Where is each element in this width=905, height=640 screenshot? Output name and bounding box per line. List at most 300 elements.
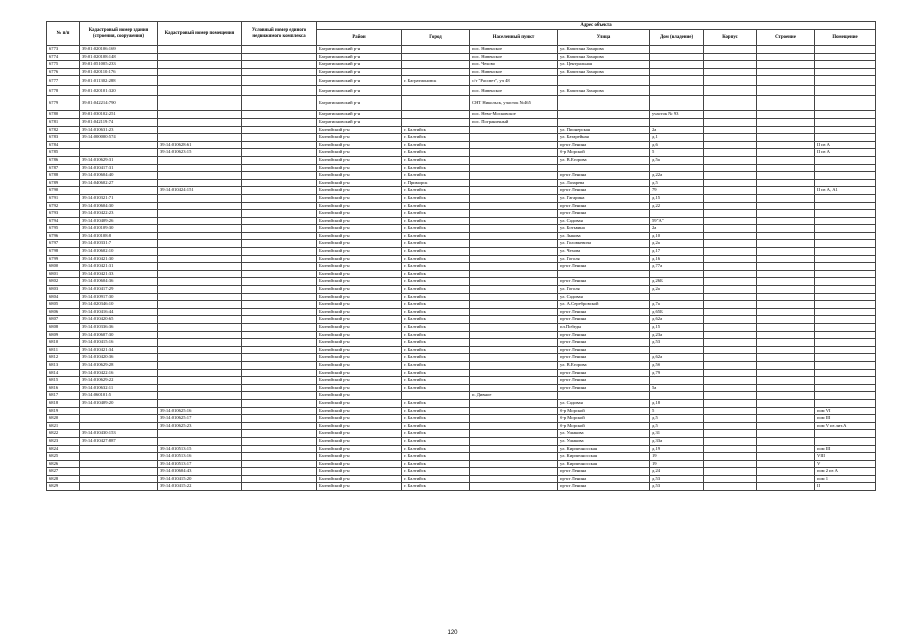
street-cell: ул. А.Серебровской bbox=[558, 301, 650, 309]
district-cell: Балтийский р-н bbox=[317, 475, 402, 483]
settlement-cell bbox=[470, 399, 558, 407]
district-cell: Балтийский р-н bbox=[317, 422, 402, 430]
cad-premise-cell: 39:14:010625:17 bbox=[158, 415, 242, 423]
premise-cell bbox=[815, 399, 876, 407]
house-cell: д.22а bbox=[650, 172, 704, 180]
city-cell: г. Балтийск bbox=[402, 331, 470, 339]
cad-premise-cell bbox=[158, 437, 242, 445]
cad-premise-cell bbox=[158, 118, 242, 126]
cad-building-cell: 39:14:010629:28 bbox=[80, 361, 158, 369]
premise-cell: пом III bbox=[815, 415, 876, 423]
col-city: Город bbox=[402, 30, 470, 46]
cad-premise-cell bbox=[158, 240, 242, 248]
street-cell: ул. Капитана Захарова bbox=[558, 68, 650, 76]
house-cell: д.33а bbox=[650, 437, 704, 445]
premise-cell bbox=[815, 156, 876, 164]
building-cell bbox=[757, 53, 815, 61]
house-cell: д.17 bbox=[650, 248, 704, 256]
cond-number-cell bbox=[242, 126, 317, 134]
cad-building-cell: 39:01:051005:233 bbox=[80, 61, 158, 69]
street-cell: ул. Центральная bbox=[558, 61, 650, 69]
cond-number-cell bbox=[242, 263, 317, 271]
cad-building-cell: 39:14:010409:20 bbox=[80, 399, 158, 407]
korpus-cell bbox=[704, 475, 757, 483]
korpus-cell bbox=[704, 293, 757, 301]
korpus-cell bbox=[704, 202, 757, 210]
street-cell: ул. Головкевича bbox=[558, 240, 650, 248]
street-cell: ул. Капитана Захарова bbox=[558, 46, 650, 54]
cad-building-cell: 39:01:020108:148 bbox=[80, 53, 158, 61]
korpus-cell bbox=[704, 270, 757, 278]
table-row bbox=[47, 384, 876, 392]
korpus-cell bbox=[704, 156, 757, 164]
cad-building-cell bbox=[80, 415, 158, 423]
cad-building-cell: 39:14:010415:16 bbox=[80, 339, 158, 347]
settlement-cell bbox=[470, 377, 558, 385]
cad-premise-cell bbox=[158, 86, 242, 96]
row-number: 6795 bbox=[47, 225, 80, 233]
street-cell bbox=[558, 118, 650, 126]
cond-number-cell bbox=[242, 324, 317, 332]
korpus-cell bbox=[704, 286, 757, 294]
settlement-cell bbox=[470, 217, 558, 225]
district-cell: Балтийский р-н bbox=[317, 270, 402, 278]
row-number: 6810 bbox=[47, 339, 80, 347]
table-row bbox=[47, 301, 876, 309]
premise-cell bbox=[815, 126, 876, 134]
row-number: 6814 bbox=[47, 369, 80, 377]
settlement-cell: пос. Нивенское bbox=[470, 46, 558, 54]
house-cell: 5 bbox=[650, 407, 704, 415]
city-cell: г. Балтийск bbox=[402, 187, 470, 195]
korpus-cell bbox=[704, 361, 757, 369]
cad-building-cell: 39:14:010430:153 bbox=[80, 430, 158, 438]
korpus-cell bbox=[704, 172, 757, 180]
cond-number-cell bbox=[242, 86, 317, 96]
cad-building-cell: 39:01:030102:251 bbox=[80, 111, 158, 119]
house-cell: д.1 bbox=[650, 134, 704, 142]
premise-cell bbox=[815, 232, 876, 240]
korpus-cell bbox=[704, 210, 757, 218]
building-cell bbox=[757, 354, 815, 362]
settlement-cell: пос. Пограничный bbox=[470, 118, 558, 126]
korpus-cell bbox=[704, 134, 757, 142]
street-cell bbox=[558, 76, 650, 86]
cad-building-cell: 39:14:010417:31 bbox=[80, 164, 158, 172]
street-cell: ул. Гоголя bbox=[558, 255, 650, 263]
table-row bbox=[47, 460, 876, 468]
street-cell bbox=[558, 392, 650, 400]
cond-number-cell bbox=[242, 134, 317, 142]
settlement-cell bbox=[470, 134, 558, 142]
premise-cell bbox=[815, 255, 876, 263]
city-cell: г. Балтийск bbox=[402, 407, 470, 415]
building-cell bbox=[757, 407, 815, 415]
district-cell: Балтийский р-н bbox=[317, 453, 402, 461]
cond-number-cell bbox=[242, 61, 317, 69]
premise-cell bbox=[815, 217, 876, 225]
house-cell: д.2а bbox=[650, 286, 704, 294]
house-cell: д.65Б bbox=[650, 308, 704, 316]
premise-cell bbox=[815, 225, 876, 233]
korpus-cell bbox=[704, 339, 757, 347]
cad-building-cell: 39:14:010421:30 bbox=[80, 255, 158, 263]
cad-building-cell: 39:14:040602:27 bbox=[80, 179, 158, 187]
building-cell bbox=[757, 286, 815, 294]
street-cell: ул. Кирпичносская bbox=[558, 460, 650, 468]
district-cell: Балтийский р-н bbox=[317, 202, 402, 210]
korpus-cell bbox=[704, 460, 757, 468]
city-cell: г. Балтийск bbox=[402, 361, 470, 369]
house-cell: 59"А" bbox=[650, 217, 704, 225]
building-cell bbox=[757, 68, 815, 76]
korpus-cell bbox=[704, 415, 757, 423]
city-cell: г. Балтийск bbox=[402, 308, 470, 316]
house-cell: 79 bbox=[650, 187, 704, 195]
building-cell bbox=[757, 164, 815, 172]
cond-number-cell bbox=[242, 210, 317, 218]
cad-building-cell: 39:14:020346:10 bbox=[80, 301, 158, 309]
table-row bbox=[47, 225, 876, 233]
table-row bbox=[47, 172, 876, 180]
table-row bbox=[47, 118, 876, 126]
table-row bbox=[47, 270, 876, 278]
district-cell: Балтийский р-н bbox=[317, 141, 402, 149]
table-row bbox=[47, 232, 876, 240]
korpus-cell bbox=[704, 445, 757, 453]
street-cell: б-р Морской bbox=[558, 415, 650, 423]
street-cell: пр-кт Ленина bbox=[558, 354, 650, 362]
street-cell: ул. Ушакова bbox=[558, 437, 650, 445]
building-cell bbox=[757, 301, 815, 309]
cond-number-cell bbox=[242, 141, 317, 149]
col-house: Дом (владение) bbox=[650, 30, 704, 46]
cond-number-cell bbox=[242, 415, 317, 423]
table-row bbox=[47, 407, 876, 415]
premise-cell bbox=[815, 111, 876, 119]
street-cell: пр-кт Ленина bbox=[558, 278, 650, 286]
cond-number-cell bbox=[242, 293, 317, 301]
korpus-cell bbox=[704, 422, 757, 430]
table-row bbox=[47, 210, 876, 218]
premise-cell bbox=[815, 263, 876, 271]
premise-cell bbox=[815, 286, 876, 294]
building-cell bbox=[757, 232, 815, 240]
district-cell: Балтийский р-н bbox=[317, 346, 402, 354]
cad-building-cell: 39:14:010604:40 bbox=[80, 172, 158, 180]
row-number: 6817 bbox=[47, 392, 80, 400]
settlement-cell bbox=[470, 164, 558, 172]
city-cell: г. Балтийск bbox=[402, 369, 470, 377]
city-cell bbox=[402, 96, 470, 111]
settlement-cell bbox=[470, 445, 558, 453]
building-cell bbox=[757, 194, 815, 202]
table-row bbox=[47, 126, 876, 134]
cad-building-cell: 39:01:020101:320 bbox=[80, 86, 158, 96]
city-cell: г. Балтийск bbox=[402, 172, 470, 180]
district-cell: Багратионовский р-н bbox=[317, 111, 402, 119]
city-cell: г. Балтийск bbox=[402, 217, 470, 225]
settlement-cell bbox=[470, 263, 558, 271]
district-cell: Балтийский р-н bbox=[317, 407, 402, 415]
house-cell: д.62а bbox=[650, 354, 704, 362]
district-cell: Балтийский р-н bbox=[317, 339, 402, 347]
cad-building-cell: 39:14:010421:34 bbox=[80, 346, 158, 354]
table-row bbox=[47, 377, 876, 385]
district-cell: Балтийский р-н bbox=[317, 377, 402, 385]
table-row bbox=[47, 293, 876, 301]
district-cell: Балтийский р-н bbox=[317, 232, 402, 240]
cond-number-cell bbox=[242, 301, 317, 309]
premise-cell bbox=[815, 437, 876, 445]
building-cell bbox=[757, 468, 815, 476]
korpus-cell bbox=[704, 194, 757, 202]
table-row bbox=[47, 339, 876, 347]
cond-number-cell bbox=[242, 53, 317, 61]
table-row bbox=[47, 149, 876, 157]
cond-number-cell bbox=[242, 361, 317, 369]
cond-number-cell bbox=[242, 483, 317, 491]
street-cell: пр-кт Ленина bbox=[558, 483, 650, 491]
row-number: 6776 bbox=[47, 68, 80, 76]
house-cell: д.15 bbox=[650, 324, 704, 332]
cond-number-cell bbox=[242, 179, 317, 187]
city-cell: г. Балтийск bbox=[402, 475, 470, 483]
cad-premise-cell bbox=[158, 354, 242, 362]
building-cell bbox=[757, 134, 815, 142]
premise-cell bbox=[815, 331, 876, 339]
premise-cell bbox=[815, 369, 876, 377]
house-cell: д.22 bbox=[650, 202, 704, 210]
settlement-cell: с/т "Рассвет", уч 48 bbox=[470, 76, 558, 86]
premise-cell: пом III bbox=[815, 445, 876, 453]
cad-premise-cell: 39:14:010625:23 bbox=[158, 422, 242, 430]
table-row bbox=[47, 202, 876, 210]
building-cell bbox=[757, 141, 815, 149]
table-row bbox=[47, 141, 876, 149]
premise-cell bbox=[815, 240, 876, 248]
building-cell bbox=[757, 384, 815, 392]
city-cell: г. Балтийск bbox=[402, 460, 470, 468]
street-cell: пр-кт Ленина bbox=[558, 331, 650, 339]
house-cell bbox=[650, 293, 704, 301]
korpus-cell bbox=[704, 354, 757, 362]
korpus-cell bbox=[704, 430, 757, 438]
row-number: 6812 bbox=[47, 354, 80, 362]
district-cell: Балтийский р-н bbox=[317, 156, 402, 164]
row-number: 6820 bbox=[47, 415, 80, 423]
korpus-cell bbox=[704, 453, 757, 461]
cond-number-cell bbox=[242, 194, 317, 202]
district-cell: Балтийский р-н bbox=[317, 278, 402, 286]
settlement-cell bbox=[470, 187, 558, 195]
street-cell bbox=[558, 111, 650, 119]
cad-premise-cell bbox=[158, 210, 242, 218]
street-cell: ул. Капитана Захарова bbox=[558, 86, 650, 96]
cad-premise-cell: 39:14:010623:15 bbox=[158, 149, 242, 157]
settlement-cell bbox=[470, 141, 558, 149]
cond-number-cell bbox=[242, 468, 317, 476]
row-number: 6818 bbox=[47, 399, 80, 407]
table-row bbox=[47, 61, 876, 69]
cad-building-cell bbox=[80, 483, 158, 491]
korpus-cell bbox=[704, 369, 757, 377]
premise-cell bbox=[815, 96, 876, 111]
row-number: 6824 bbox=[47, 445, 80, 453]
building-cell bbox=[757, 202, 815, 210]
row-number: 6827 bbox=[47, 468, 80, 476]
table-row bbox=[47, 308, 876, 316]
city-cell: г. Балтийск bbox=[402, 415, 470, 423]
cad-premise-cell bbox=[158, 96, 242, 111]
row-number: 6782 bbox=[47, 126, 80, 134]
row-number: 6780 bbox=[47, 111, 80, 119]
district-cell: Балтийский р-н bbox=[317, 164, 402, 172]
district-cell: Балтийский р-н bbox=[317, 225, 402, 233]
city-cell: г. Балтийск bbox=[402, 270, 470, 278]
row-number: 6791 bbox=[47, 194, 80, 202]
korpus-cell bbox=[704, 232, 757, 240]
premise-cell bbox=[815, 194, 876, 202]
house-cell: 19 bbox=[650, 453, 704, 461]
cad-building-cell bbox=[80, 407, 158, 415]
cond-number-cell bbox=[242, 384, 317, 392]
cad-premise-cell: 39:14:010415:20 bbox=[158, 475, 242, 483]
city-cell: г. Балтийск bbox=[402, 483, 470, 491]
table-row bbox=[47, 255, 876, 263]
row-number: 6789 bbox=[47, 179, 80, 187]
house-cell bbox=[650, 210, 704, 218]
settlement-cell bbox=[470, 308, 558, 316]
cond-number-cell bbox=[242, 202, 317, 210]
cad-premise-cell bbox=[158, 339, 242, 347]
house-cell: д.53 bbox=[650, 475, 704, 483]
city-cell: г. Балтийск bbox=[402, 399, 470, 407]
house-cell bbox=[650, 96, 704, 111]
cad-building-cell: 39:01:042214:790 bbox=[80, 96, 158, 111]
house-cell: д.53 bbox=[650, 339, 704, 347]
city-cell: г. Балтийск bbox=[402, 422, 470, 430]
house-cell bbox=[650, 86, 704, 96]
cad-building-cell: 39:01:020110:176 bbox=[80, 68, 158, 76]
house-cell bbox=[650, 346, 704, 354]
city-cell: г. Балтийск bbox=[402, 240, 470, 248]
row-number: 6794 bbox=[47, 217, 80, 225]
cad-premise-cell bbox=[158, 217, 242, 225]
building-cell bbox=[757, 172, 815, 180]
cad-premise-cell: 39:14:010513:17 bbox=[158, 460, 242, 468]
building-cell bbox=[757, 430, 815, 438]
district-cell: Балтийский р-н bbox=[317, 460, 402, 468]
district-cell: Балтийский р-н bbox=[317, 437, 402, 445]
settlement-cell bbox=[470, 270, 558, 278]
city-cell: г. Балтийск bbox=[402, 202, 470, 210]
premise-cell: II из А, А1 bbox=[815, 187, 876, 195]
street-cell: ул. Чехова bbox=[558, 248, 650, 256]
col-cond-number: Условный номер единого недвижимого комплекса bbox=[242, 22, 317, 46]
house-cell bbox=[650, 377, 704, 385]
korpus-cell bbox=[704, 86, 757, 96]
korpus-cell bbox=[704, 164, 757, 172]
building-cell bbox=[757, 369, 815, 377]
settlement-cell bbox=[470, 248, 558, 256]
table-row bbox=[47, 361, 876, 369]
street-cell: ул. Ботьвина bbox=[558, 225, 650, 233]
building-cell bbox=[757, 308, 815, 316]
cad-premise-cell bbox=[158, 202, 242, 210]
street-cell: ул. Садовая bbox=[558, 293, 650, 301]
house-cell: участок № 93 bbox=[650, 111, 704, 119]
cad-building-cell: 39:14:010917:30 bbox=[80, 293, 158, 301]
table-row bbox=[47, 134, 876, 142]
district-cell: Балтийский р-н bbox=[317, 316, 402, 324]
cond-number-cell bbox=[242, 225, 317, 233]
building-cell bbox=[757, 217, 815, 225]
cad-premise-cell bbox=[158, 46, 242, 54]
cad-premise-cell bbox=[158, 53, 242, 61]
row-number: 6792 bbox=[47, 202, 80, 210]
cad-premise-cell bbox=[158, 316, 242, 324]
premise-cell bbox=[815, 118, 876, 126]
city-cell bbox=[402, 61, 470, 69]
cad-building-cell: 39:14:010108:8 bbox=[80, 232, 158, 240]
street-cell: ул. Ушакова bbox=[558, 430, 650, 438]
cond-number-cell bbox=[242, 346, 317, 354]
settlement-cell: пос. Чехово bbox=[470, 61, 558, 69]
settlement-cell bbox=[470, 149, 558, 157]
street-cell: пл.Победы bbox=[558, 324, 650, 332]
premise-cell bbox=[815, 164, 876, 172]
house-cell: 2а bbox=[650, 225, 704, 233]
premise-cell bbox=[815, 46, 876, 54]
premise-cell bbox=[815, 179, 876, 187]
house-cell: д.62а bbox=[650, 316, 704, 324]
district-cell: Балтийский р-н bbox=[317, 445, 402, 453]
cad-premise-cell bbox=[158, 301, 242, 309]
col-settlement: Населенный пункт bbox=[470, 30, 558, 46]
premise-cell: II из А bbox=[815, 141, 876, 149]
cad-premise-cell: 39:14:010513:16 bbox=[158, 453, 242, 461]
korpus-cell bbox=[704, 331, 757, 339]
cad-premise-cell bbox=[158, 263, 242, 271]
cad-building-cell: 39:14:010604:36 bbox=[80, 278, 158, 286]
table-row bbox=[47, 187, 876, 195]
cad-building-cell: 39:01:020106:169 bbox=[80, 46, 158, 54]
street-cell: пр-кт Ленина bbox=[558, 316, 650, 324]
street-cell: ул. Лазарева bbox=[558, 179, 650, 187]
korpus-cell bbox=[704, 53, 757, 61]
city-cell bbox=[402, 46, 470, 54]
street-cell: ул. Кирпичносская bbox=[558, 453, 650, 461]
street-cell: пр-кт Ленина bbox=[558, 187, 650, 195]
city-cell: г. Балтийск bbox=[402, 316, 470, 324]
house-cell bbox=[650, 68, 704, 76]
settlement-cell bbox=[470, 453, 558, 461]
cond-number-cell bbox=[242, 156, 317, 164]
cad-premise-cell bbox=[158, 172, 242, 180]
table-row bbox=[47, 240, 876, 248]
street-cell bbox=[558, 270, 650, 278]
cad-premise-cell bbox=[158, 308, 242, 316]
building-cell bbox=[757, 61, 815, 69]
district-cell: Балтийский р-н bbox=[317, 263, 402, 271]
cad-building-cell bbox=[80, 445, 158, 453]
city-cell: г. Балтийск bbox=[402, 126, 470, 134]
row-number: 6811 bbox=[47, 346, 80, 354]
cad-premise-cell bbox=[158, 392, 242, 400]
cad-building-cell: 39:14:010421:31 bbox=[80, 263, 158, 271]
cond-number-cell bbox=[242, 331, 317, 339]
